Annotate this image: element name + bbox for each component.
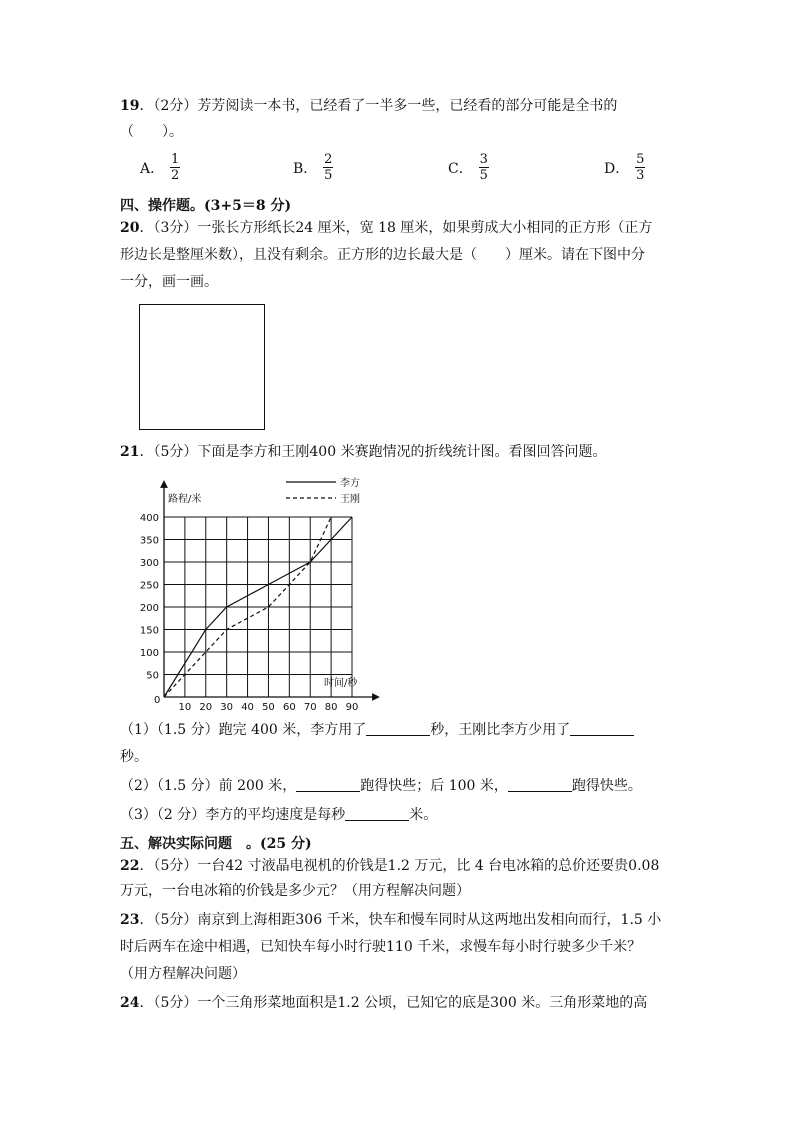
q21-sub1-text-a: （1）（1.5 分）跑完 400 米，李方用了 bbox=[120, 722, 367, 738]
answer-blank[interactable] bbox=[366, 721, 430, 736]
origin-label: 0 bbox=[154, 695, 161, 706]
x-tick-label: 40 bbox=[241, 702, 254, 713]
q19-line2: （ ）。 bbox=[120, 124, 183, 140]
x-axis-label: 时间/秒 bbox=[324, 678, 358, 689]
q22-text: ．（5分）一台42 寸液晶电视机的价钱是1.2 万元，比 4 台电冰箱的总价还要贵0.08 bbox=[139, 858, 660, 874]
option-letter: D． bbox=[604, 160, 630, 177]
q21-sub2-text-b: 跑得快些；后 100 米， bbox=[360, 778, 508, 794]
x-tick-label: 90 bbox=[345, 702, 359, 713]
drawing-rectangle[interactable] bbox=[139, 304, 265, 430]
q19-option-b[interactable] bbox=[293, 152, 333, 183]
section-4-title: 四、操作题。(3+5＝8 分) bbox=[120, 198, 292, 214]
denominator: 5 bbox=[324, 168, 333, 183]
q24-number: 24 bbox=[120, 995, 140, 1011]
numerator: 5 bbox=[636, 152, 645, 167]
q23-text: ．（5分）南京到上海相距306 千米，快车和慢车同时从这两地出发相向而行，1.5 小 bbox=[139, 912, 662, 928]
y-tick-label: 250 bbox=[140, 580, 159, 592]
denominator: 5 bbox=[479, 168, 488, 183]
q23-line2: 时后两车在途中相遇，已知快车每小时行驶110 千米，求慢车每小时行驶多少千米？ bbox=[120, 939, 642, 955]
option-letter: A． bbox=[140, 160, 165, 177]
y-tick-label: 50 bbox=[146, 670, 159, 682]
answer-blank[interactable] bbox=[570, 721, 634, 736]
chart-grid bbox=[164, 517, 352, 697]
answer-blank[interactable] bbox=[296, 777, 360, 792]
q21-sub3 bbox=[120, 805, 437, 825]
y-axis-label: 路程/米 bbox=[168, 494, 202, 505]
q21-number: 21 bbox=[120, 444, 140, 460]
fraction bbox=[479, 152, 489, 183]
denominator: 2 bbox=[170, 168, 180, 183]
y-tick-label: 350 bbox=[140, 535, 159, 547]
q19-option-c[interactable] bbox=[448, 152, 489, 183]
q22-line1 bbox=[120, 856, 659, 876]
q21-sub3-text-a: （3）（2 分）李方的平均速度是每秒 bbox=[120, 807, 346, 823]
q21-sub1-text-b: 秒，王刚比李方少用了 bbox=[430, 722, 571, 738]
numerator: 1 bbox=[170, 152, 180, 167]
x-tick-label: 80 bbox=[324, 702, 338, 713]
x-tick-label: 20 bbox=[199, 702, 213, 713]
q20-line2: 形边长是整厘米数），且没有剩余。正方形的边长最大是（ ）厘米。请在下图中分 bbox=[120, 247, 645, 263]
q21-sub2 bbox=[120, 776, 642, 796]
q23-number: 23 bbox=[120, 912, 140, 928]
q22-number: 22 bbox=[120, 858, 140, 874]
q21-sub1-line2: 秒。 bbox=[120, 749, 148, 765]
answer-blank[interactable] bbox=[508, 777, 572, 792]
fraction bbox=[170, 152, 180, 183]
section-5-title: 五、解决实际问题 。(25 分) bbox=[120, 836, 312, 852]
fraction bbox=[323, 152, 333, 183]
q19-option-a[interactable] bbox=[140, 152, 180, 183]
option-letter: B． bbox=[293, 160, 318, 177]
q20-line3: 一分，画一画。 bbox=[120, 274, 218, 290]
q20-text: ．（3分）一张长方形纸长24 厘米，宽 18 厘米，如果剪成大小相同的正方形（正方 bbox=[139, 220, 653, 236]
fraction bbox=[635, 152, 645, 183]
q19-line1 bbox=[120, 96, 617, 116]
q21-sub3-text-b: 米。 bbox=[409, 807, 438, 823]
q21-sub2-text-a: （2）（1.5 分）前 200 米， bbox=[120, 778, 297, 794]
legend-label: 王刚 bbox=[340, 494, 360, 505]
x-tick-label: 60 bbox=[282, 702, 296, 713]
answer-blank[interactable] bbox=[345, 806, 409, 821]
x-tick-label: 50 bbox=[262, 702, 275, 713]
q19-number: 19 bbox=[120, 98, 140, 114]
q21-text: ．（5分）下面是李方和王刚400 米赛跑情况的折线统计图。看图回答问题。 bbox=[139, 444, 607, 460]
q20-line1 bbox=[120, 218, 652, 238]
numerator: 2 bbox=[324, 152, 333, 167]
q23-line3: （用方程解决问题） bbox=[120, 966, 246, 982]
line-chart bbox=[140, 472, 380, 717]
q21-sub1-line1 bbox=[120, 720, 634, 740]
q23-line1 bbox=[120, 910, 661, 930]
q21-sub2-text-c: 跑得快些。 bbox=[571, 778, 642, 794]
option-letter: C． bbox=[448, 160, 473, 177]
y-tick-label: 100 bbox=[140, 648, 159, 659]
chart-legend bbox=[286, 476, 360, 505]
q21-line1 bbox=[120, 442, 607, 462]
y-tick-label: 300 bbox=[140, 558, 159, 569]
q24-text: ．（5分）一个三角形菜地面积是1.2 公顷，已知它的底是300 米。三角形菜地的高 bbox=[139, 995, 648, 1011]
x-tick-label: 70 bbox=[303, 702, 317, 713]
x-tick-label: 30 bbox=[220, 702, 234, 713]
y-tick-label: 200 bbox=[140, 603, 159, 614]
legend-label: 李方 bbox=[340, 478, 360, 489]
y-tick-label: 400 bbox=[140, 513, 159, 524]
q24-line1 bbox=[120, 993, 647, 1013]
y-tick-label: 150 bbox=[140, 625, 159, 637]
q22-line2: 万元，一台电冰箱的价钱是多少元？（用方程解决问题） bbox=[120, 883, 470, 899]
q19-option-d[interactable] bbox=[604, 152, 645, 183]
numerator: 3 bbox=[479, 152, 488, 167]
x-tick-label: 10 bbox=[178, 702, 192, 713]
q20-number: 20 bbox=[120, 220, 140, 236]
denominator: 3 bbox=[636, 168, 645, 183]
q19-text: ．（2分）芳芳阅读一本书，已经看了一半多一些，已经看的部分可能是全书的 bbox=[139, 98, 618, 114]
